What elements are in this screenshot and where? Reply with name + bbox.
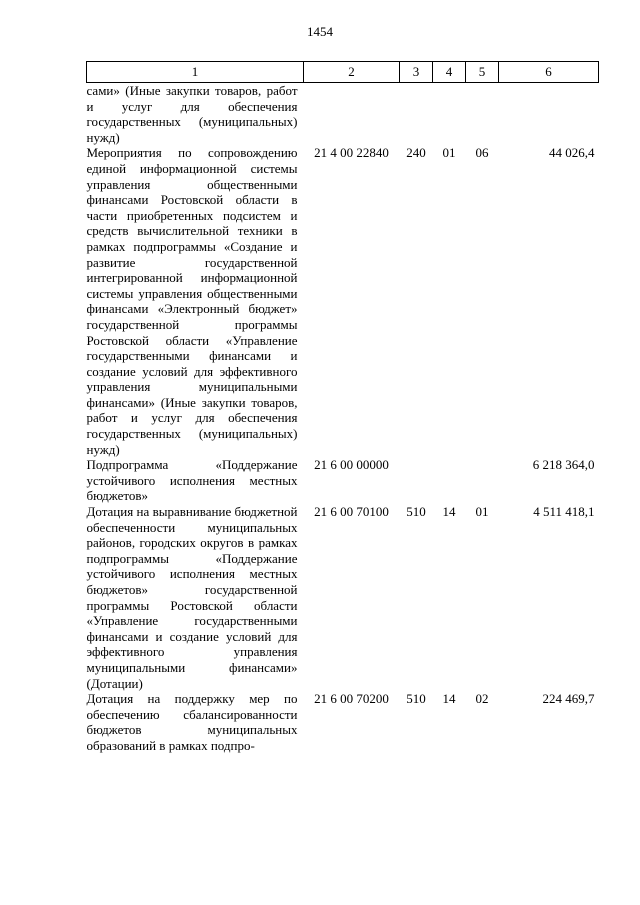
column-header: 6 [499, 62, 599, 83]
table-row [87, 83, 599, 146]
row-rz: 14 [442, 504, 456, 520]
row-code: 21 6 00 70200 [314, 691, 389, 707]
row-pr [466, 83, 499, 146]
row-rz: 14 [442, 691, 456, 707]
row-rz [433, 457, 466, 504]
row-name: Дотация на выравнивание бюджетной обеспеченности муниципальных районов, городских округов в рамках подпрограммы «Поддержание устойчивого исполнения местных бюджетов» государственной программы Ростовской области «Управление государственными финансами и создание условий для эффективного управления муниципальными финансами» (Дотации) [86, 504, 298, 691]
table-row [87, 457, 599, 504]
row-pr: 06 [475, 145, 489, 161]
row-name: Мероприятия по сопровождению единой информационной системы управления общественными финансами Ростовской области в части приобретенных подсистем и средств вычислительной техники в рамках подпрограммы «Создание и развитие государственной интегрированной информационной системы управления общественными финансами «Электронный бюджет» государственной программы Ростовской области «Управление государственными финансами и создание условий для эффективного управления муниципальными финансами» (Иные закупки товаров, работ и услуг для обеспечения государственных (муниципальных) нужд) [86, 145, 298, 457]
row-rz: 01 [442, 145, 456, 161]
row-vr: 510 [406, 504, 426, 520]
row-pr: 02 [475, 691, 489, 707]
row-amount: 6 218 364,0 [532, 457, 595, 473]
table-row [87, 691, 599, 753]
row-name: сами» (Иные закупки товаров, работ и услуг для обеспечения государственных (муниципальных) нужд) [86, 83, 298, 145]
column-header: 2 [304, 62, 400, 83]
row-code: 21 4 00 22840 [314, 145, 389, 161]
table-row [87, 504, 599, 691]
row-amount: 4 511 418,1 [533, 504, 595, 520]
table-header-row [87, 62, 599, 83]
row-name: Подпрограмма «Поддержание устойчивого исполнения местных бюджетов» [86, 457, 298, 504]
row-code: 21 6 00 70100 [314, 504, 389, 520]
row-name: Дотация на поддержку мер по обеспечению сбалансированности бюджетов муниципальных образований в рамках подпро- [86, 691, 298, 753]
row-amount: 44 026,4 [549, 145, 595, 161]
column-header: 5 [466, 62, 499, 83]
row-amount [499, 83, 599, 146]
row-vr [400, 457, 433, 504]
row-code [304, 83, 400, 146]
row-vr: 240 [406, 145, 426, 161]
row-pr: 01 [475, 504, 489, 520]
row-pr [466, 457, 499, 504]
row-amount: 224 469,7 [542, 691, 595, 707]
column-header: 3 [400, 62, 433, 83]
budget-table [86, 61, 599, 754]
column-header: 1 [87, 62, 304, 83]
row-code: 21 6 00 00000 [314, 457, 389, 473]
row-vr: 510 [406, 691, 426, 707]
row-vr [400, 83, 433, 146]
table-row [87, 145, 599, 457]
column-header: 4 [433, 62, 466, 83]
row-rz [433, 83, 466, 146]
page-number: 1454 [307, 24, 333, 39]
